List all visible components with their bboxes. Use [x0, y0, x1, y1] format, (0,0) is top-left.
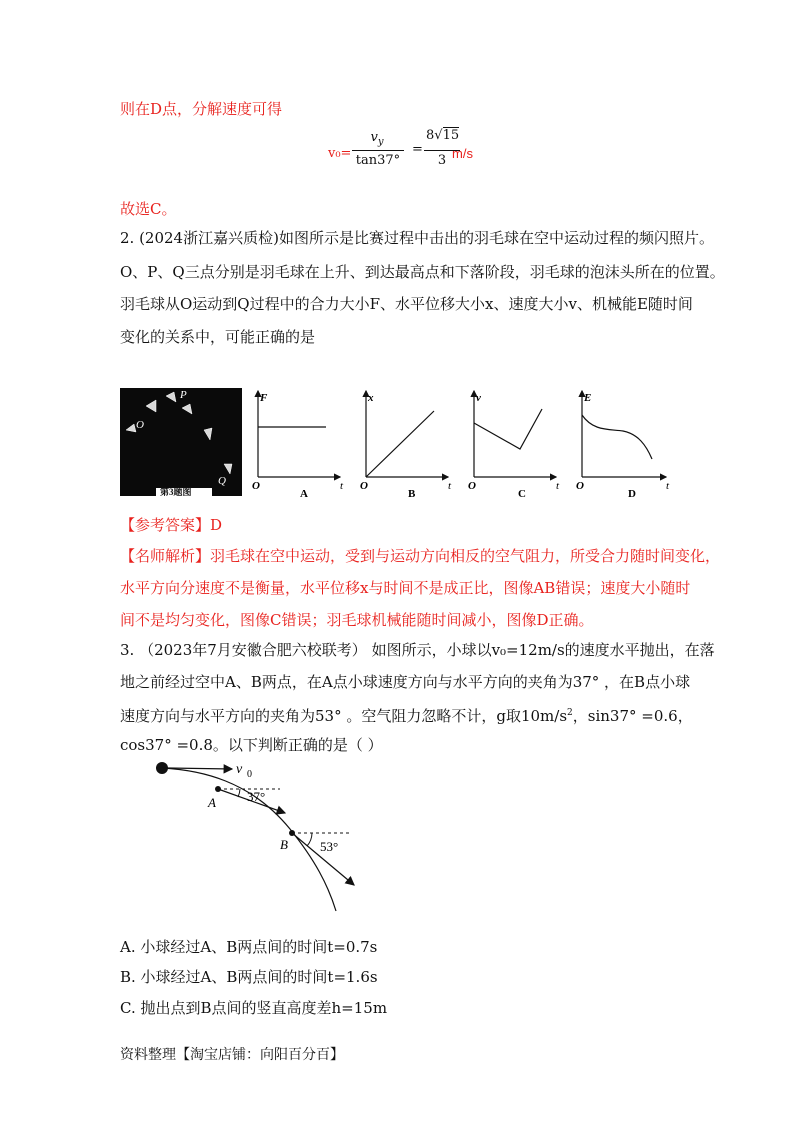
graph-d-ylabel: E	[584, 392, 592, 404]
graph-c-curve	[474, 409, 542, 449]
shuttle-2	[146, 400, 156, 412]
label-q: Q	[218, 475, 226, 487]
graph-b-ylabel: x	[368, 392, 374, 404]
graph-d-origin: O	[576, 480, 584, 492]
analysis-line1: 【名师解析】羽毛球在空中运动，受到与运动方向相反的空气阻力，所受合力随时间变化，	[120, 547, 721, 565]
q2-line1: 2. (2024浙江嘉兴质检)如图所示是比赛过程中击出的羽毛球在空中运动过程的频闪照片。	[120, 229, 714, 247]
label-p: P	[180, 389, 187, 401]
label-a: A	[208, 795, 216, 810]
graph-c	[474, 391, 556, 477]
fraction-bar-left	[352, 150, 404, 151]
graph-a-name: A	[300, 488, 308, 500]
intro-line: 则在D点，分解速度可得	[120, 100, 283, 118]
graph-d-t: t	[666, 480, 670, 492]
choose-line: 故选C。	[120, 200, 177, 218]
strobe-photo	[120, 388, 242, 496]
angle-a: 37°	[247, 789, 266, 804]
q3-line1: 3. （2023年7月安徽合肥六校联考） 如图所示，小球以v₀=12m/s的速度水平抛出，在落	[120, 641, 715, 659]
formula	[328, 126, 488, 176]
formula-num-right: 8√15	[426, 128, 460, 143]
answer-value: D	[210, 516, 223, 534]
formula-den-left: tan37°	[355, 153, 401, 168]
option-c: C. 抛出点到B点间的竖直高度差h=15m	[120, 999, 388, 1017]
label-b: B	[280, 837, 288, 852]
shuttle-4	[182, 404, 192, 414]
formula-unit: m/s	[452, 146, 473, 161]
option-b: B. 小球经过A、B两点间的时间t=1.6s	[120, 968, 378, 986]
graph-a-origin: O	[252, 480, 260, 492]
graph-c-name: C	[518, 488, 526, 500]
option-a: A. 小球经过A、B两点间的时间t=0.7s	[120, 938, 378, 956]
graph-b-curve	[366, 411, 434, 477]
footer: 资料整理【淘宝店铺：向阳百分百】	[120, 1047, 344, 1063]
graph-b-origin: O	[360, 480, 368, 492]
q3-line4: cos37° =0.8。以下判断正确的是（ ）	[120, 736, 383, 754]
formula-num-left: $v_y$	[370, 130, 384, 148]
graph-a-t: t	[340, 480, 344, 492]
shuttle-6	[224, 464, 232, 474]
projectile-diagram	[140, 755, 380, 920]
shuttlecock-trail	[120, 388, 242, 496]
graph-d-name: D	[628, 488, 636, 500]
answer-label: 【参考答案】	[120, 516, 211, 534]
analysis-line3: 间不是均匀变化，图像C错误；羽毛球机械能随时间减小，图像D正确。	[120, 611, 594, 629]
graph-b-t: t	[448, 480, 452, 492]
graph-a	[258, 391, 340, 477]
analysis-line2: 水平方向分速度不是衡量，水平位移x与时间不是成正比，图像AB错误；速度大小随时	[120, 579, 691, 597]
answer-line	[120, 515, 222, 535]
label-o: O	[136, 419, 144, 431]
angle-b: 53°	[320, 839, 339, 854]
answer-graphs	[248, 385, 678, 503]
formula-eq: =	[412, 142, 423, 157]
graph-c-ylabel: v	[476, 392, 481, 404]
shuttle-5	[204, 428, 212, 440]
graph-b	[366, 391, 448, 477]
graph-d-curve	[582, 415, 652, 459]
graph-c-t: t	[556, 480, 560, 492]
q3-line3: 速度方向与水平方向的夹角为53° 。空气阻力忽略不计，g取$10m/s^2$，sin37° =0.6，	[120, 707, 693, 725]
graph-c-origin: O	[468, 480, 476, 492]
q3-line2: 地之前经过空中A、B两点，在A点小球速度方向与水平方向的夹角为37° ，在B点小球	[120, 673, 691, 691]
photo-caption: 第3题图	[160, 487, 192, 496]
formula-lhs: v₀=	[328, 146, 352, 161]
formula-den-right: 3	[437, 153, 447, 168]
shuttle-3	[166, 392, 176, 402]
q2-line2: O、P、Q三点分别是羽毛球在上升、到达最高点和下落阶段，羽毛球的泡沫头所在的位置。	[120, 263, 725, 281]
analysis-label: 【名师解析】	[120, 547, 211, 565]
graph-b-name: B	[408, 488, 416, 500]
q2-line3: 羽毛球从O运动到Q过程中的合力大小F、水平位移大小x、速度大小v、机械能E随时间	[120, 295, 693, 313]
shuttle-1	[126, 424, 136, 432]
v0-label: v	[236, 762, 243, 777]
graph-d	[582, 391, 666, 477]
v0-sub: 0	[247, 769, 252, 780]
graph-a-ylabel: F	[260, 392, 268, 404]
q2-line4: 变化的关系中，可能正确的是	[120, 328, 316, 346]
